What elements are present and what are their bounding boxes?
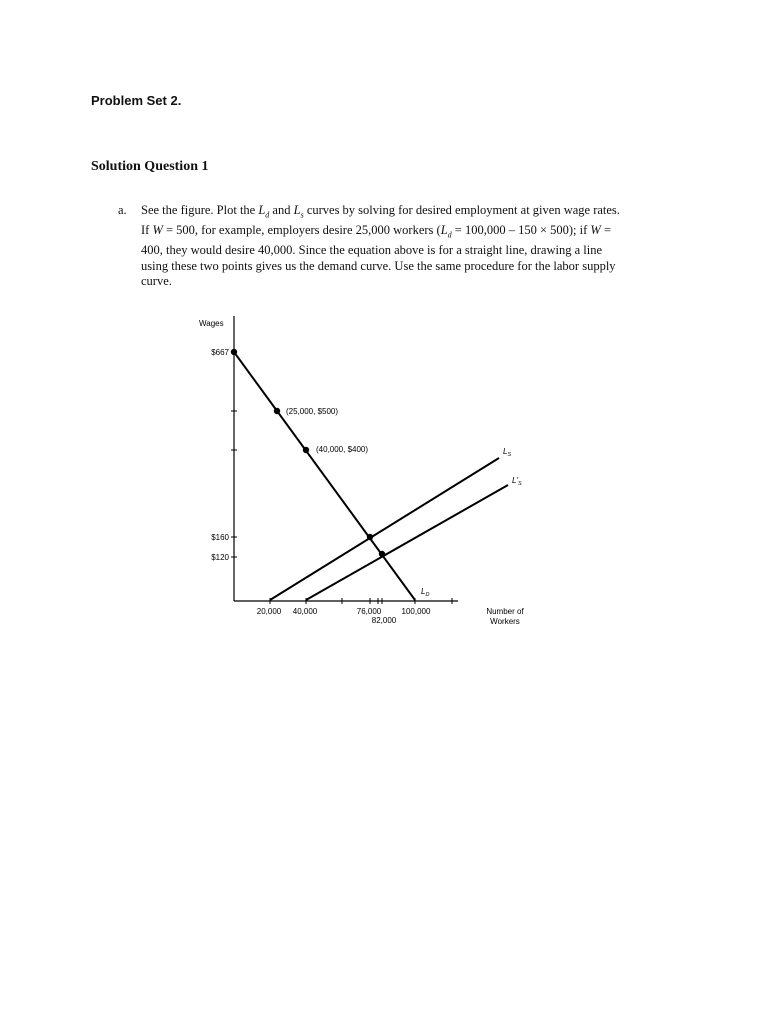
point-40000-400 [303, 447, 309, 453]
annotation-25000-500: (25,000, $500) [286, 407, 339, 416]
ls-symbol: $L_s$ [293, 203, 304, 220]
ld-symbol: $L_d$ [258, 203, 270, 220]
equilibrium-point-1 [367, 534, 373, 540]
x-axis-title-line2: Workers [490, 617, 520, 626]
y-tick-label-667: $667 [211, 348, 229, 357]
paragraph-line-4: using these two points gives us the demand curve. Use the same procedure for the labor supply [141, 258, 616, 273]
solution-title: Solution Question 1 [91, 159, 209, 174]
supply-curve-line [270, 458, 499, 600]
point-667 [231, 349, 237, 355]
ld-symbol-2: $L_d$ [440, 223, 452, 240]
paragraph-line-3: 400, they would desire 40,000. Since the equation above is for a straight line, drawing a line [141, 243, 602, 257]
problem-set-title: Problem Set 2. [91, 93, 182, 108]
y-axis-title: Wages [199, 319, 224, 328]
list-marker: a. [118, 203, 127, 217]
demand-curve-line [234, 352, 415, 600]
equilibrium-point-2 [379, 551, 385, 557]
x-tick-label-100000: 100,000 [401, 607, 431, 616]
point-25000-500 [274, 408, 280, 414]
x-tick-label-40000: 40,000 [292, 607, 318, 616]
annotation-40000-400: (40,000, $400) [316, 445, 369, 454]
ld-curve-label: $L_D$ [421, 587, 430, 598]
y-tick-label-160: $160 [211, 533, 229, 542]
supply-curve-prime-line [306, 485, 508, 600]
x-tick-label-82000: 82,000 [371, 616, 397, 625]
x-tick-label-76000: 76,000 [356, 607, 382, 616]
y-tick-label-120: $120 [211, 553, 229, 562]
paragraph-line-2: If W = 500, for example, employers desire 25,000 workers $(L_d = 100,000 - 150 \times 500)$; if W = [141, 223, 611, 240]
ls-curve-label: $L_S$ [503, 447, 512, 458]
x-axis-title-line1: Number of [486, 607, 524, 616]
paragraph-line-5: curve. [141, 274, 172, 288]
ls-prime-curve-label: $L'_S$ [512, 476, 522, 487]
x-tick-label-20000: 20,000 [256, 607, 282, 616]
paragraph-line-1: See the figure. Plot the $L_d$ and $L_s$ curves by solving for desired employment at given wage rates. [141, 203, 620, 220]
